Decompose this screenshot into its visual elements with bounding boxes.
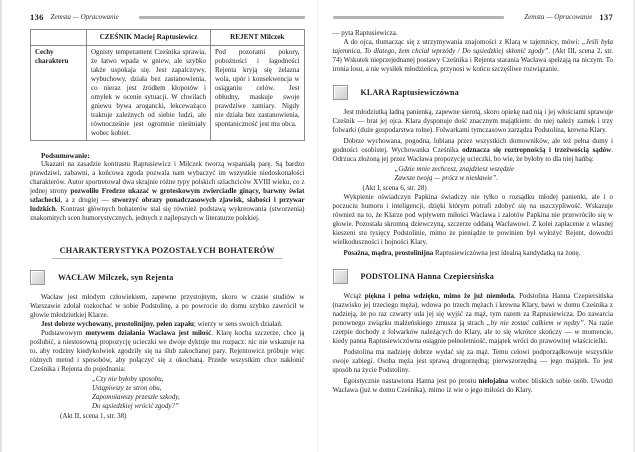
summary-heading: Podsumowanie: [41, 152, 90, 160]
paragraph: Egoistycznie nastawiona Hanna jest po prostu nielojalna wobec bliskich sobie osób. Uwodzi Wacława (już w domu Cześnika), mimo iż wie o jego miłości do Klary. [332, 377, 613, 394]
header-rule [139, 16, 305, 19]
table-row [31, 46, 305, 141]
paragraph: Wciąż piękna i pełna wdzięku, mimo że już niemłoda, Podstolina Hanna Czepiersińska (nazwisko jej trzeciego męża), wdowa po trzech mężach i krewna Klary, bawi w domu Cześnika z nadzieją, że po raz czwarty uda jej się wyjść za mąż, tym razem za Raptusiewicza. Do zawarcia ponownego związku małżeńskiego zmusza ją strach „by nie zostać całkiem w nędzy”. Na razie czerpie dochody z folwarków należących do Klary, ale to się wkrótce skończy — w momencie, kiedy panna Raptusiewiczówna osiągnie pełnoletniość, majątek wróci do prawowitej właścicielki. [332, 292, 613, 345]
section-title: PODSTOLINA Hanna Czepiersińska [360, 272, 494, 281]
section-marker-icon [30, 270, 45, 285]
running-header [333, 12, 614, 22]
paragraph: Wacław jest młodym człowiekiem, zapewne przystojnym, skoro w czasie studiów w Warszawie zdołał rozkochać w sobie Podstolinę, a po powrocie do domu szybko zawrócił w głowie młodziutkiej Klarze. [30, 293, 305, 319]
header-rule [333, 16, 505, 19]
section-heading-podstolina [333, 269, 614, 284]
verse-quote: „Gdzie mnie zechcesz, znajdziesz wszędzie Zawsze twoją — prócz w niesławie”. [394, 165, 515, 182]
chapter-heading: CHARAKTERYSTYKA POZOSTAŁYCH BOHATERÓW [30, 240, 305, 259]
table-cell-rejent: Pod pozorami pokory, pobożności i łagodności Rejenta kryją się żelazna wola, upór i konsekwencja w osiąganiu celów. Jest obłudny, maskuje swoje prawdziwe zamiary. Nigdy nie działa bez zastanowienia, spontaniczność jest mu obca. [211, 46, 305, 141]
page-number: 137 [599, 12, 613, 22]
section-heading-klara [333, 85, 614, 100]
running-header [30, 12, 305, 22]
table-header-czesnik: CZEŚNIK Maciej Raptusiewicz [87, 30, 211, 46]
section-title: WACŁAW Milczek, syn Rejenta [58, 273, 174, 282]
table-header-rejent: REJENT Milczek [211, 30, 305, 46]
paragraph: Jest dobrze wychowany, prostolinijny, pełen zapału; wierzy w sens swoich działań. [41, 320, 283, 328]
quote-source: (Akt II, scena 1, str. 38) [60, 412, 127, 420]
section-marker-icon [333, 85, 348, 100]
character-comparison-table [30, 29, 305, 141]
summary-paragraph: Ukazani na zasadzie kontrastu Raptusiewicz i Milczek tworzą wspaniałą parę. Są bardzo prawdziwi, zabawni, a końcowa zgoda pozwala nam wybaczyć im wszystkie niedoskonałości charakterów. Autor sportretował dwa skrajnie różne typy polskich szlachciców XVIII wieku, co z jednej strony pozwoliło Fredrze ukazać w groteskowym zwierciadle ginący, barwny świat szlachecki, a z drugiej — stworzyć obrazy ponadczasowych zjawisk, słabości i przywar ludzkich. Kontrast głównych bohaterów stał się również podstawą wykreowania (stworzenia) znakomitych scen humorystycznych, jednych z najlepszych w literaturze polskiej. [30, 160, 305, 222]
running-title: Zemsta — Opracowanie [50, 13, 119, 21]
section-marker-icon [333, 269, 348, 284]
table-row-label: Cechy charakteru [31, 46, 87, 141]
paragraph: Posażna, mądra, prostolinijna Raptusiewiczówna jest idealną kandydatką na żonę. [343, 249, 581, 257]
paragraph: — pyta Raptusiewicza. [332, 29, 398, 37]
quote-source: (Akt I, scena 6, str. 28) [362, 184, 427, 192]
paragraph: Podstolina ma nadzieję dobrze wydać się za mąż. Temu celowi podporządkowuje wszystkie swoje zabiegi. Osoba męża jest sprawą drugorzędną; pierwszorzędną — jego majątek. To jest sposób na życie Podstoliny. [332, 348, 613, 374]
paragraph: Podstawowym motywem działania Wacława jest miłość. Klarę kocha szczerze, chce ją poślubić, a niestosowną propozycję ucieczki we dwoje dyktuje mu rozpacz: nic nie wskazuje na to, aby rodziny kiedykolwiek zgodziły się na ślub zakochanej pary. Rejentowicz próbuje więc różnych metod i sposobów, aby połączyć się z ukochaną. Przede wszystkim chce nakłonić Cześnika i Rejenta do pojednania: [30, 329, 305, 373]
table-cell-czesnik: Ognisty temperament Cześnika sprawia, że łatwo wpada w gniew, ale szybko także uspokaja się. Jest zapalczywy, wybuchowy, działa bez zastanowienia, co nieraz jest źródłem kłopotów i omyłek w ocenie sytuacji. W chwilach gniewu bywa arogancki, lekceważąco traktuje zależnych od siebie ludzi, ale równocześnie jest ogromnie nieśmiały wobec kobiet. [87, 46, 211, 141]
page-number: 136 [30, 12, 44, 22]
verse-quote: „Czy nie byłoby sposobu, Ustąpiwszy ze stron obu, Zapomniawszy przeszłe szkody, Do sąsiedzkiej wrócić zgody?” [92, 375, 180, 410]
paragraph: Wykpienie oświadczyn Papkina świadczy nie tylko o rozsądku młodej panienki, ale i o poczuciu humoru i inteligencji, dzięki którym potrafi zdobyć się na uszczypliwość. Wskazuje również na to, że Klarze pod wpływem miłości Wacława i zalotów Papkina nie przewróciło się w głowie. Pozostała skromną dziewczyną, szczerze oddaną Wacławowi. Z kolei zapłacenie z własnej kieszeni stu tysięcy Podstolinie, mimo że pieniądze te powinien był wyłożyć Rejent, dowodzi wielkoduszności i hojności Klary. [332, 193, 613, 246]
paragraph: A do ojca, tłumacząc się z utrzymywania znajomości z Klarą w tajemnicy, mówi: „Jeśli była tajemnica, To dlatego, żem chciał wprzódy / Do sąsiedzkiej skłonić zgody”. (Akt III, scena 2, str. 74) Wskutek nieprzejednanej postawy Cześnika i Rejenta starania Wacława spełzają na niczym. To ironia losu, a nie wysiłek młodzieńca, przynosi w końcu szczęśliwe rozwiązanie. [332, 38, 613, 73]
page-137 [318, 0, 635, 452]
section-title: KLARA Raptusiewiczówna [360, 88, 459, 97]
table-corner-cell [31, 30, 87, 46]
paragraph: Dobrze wychowana, pogodna, lubiana przez wszystkich domowników, ale też pełna dumy i godności osobistej. Wychowanka Cześnika odznacza się roztropnością i trzeźwością sądów. Odrzuca złożoną jej przez Wacława propozycję ucieczki, bo wie, że byłoby to dla niej hańbą: [332, 137, 613, 163]
paragraph: Jest młodziutką ładną panienką, zapewne sierotą, skoro opiekę nad nią i jej włościami sprawuje Cześnik — brat jej ojca. Klara dysponuje dość znacznym majątkiem: do niej należy zamek i trzy folwarki (duże gospodarstwa rolne). Folwarkami tymczasowo zarządza Podstolina, krewna Klary. [332, 108, 613, 134]
section-heading-waclaw [30, 270, 305, 285]
running-title: Zemsta — Opracowanie [524, 13, 593, 21]
